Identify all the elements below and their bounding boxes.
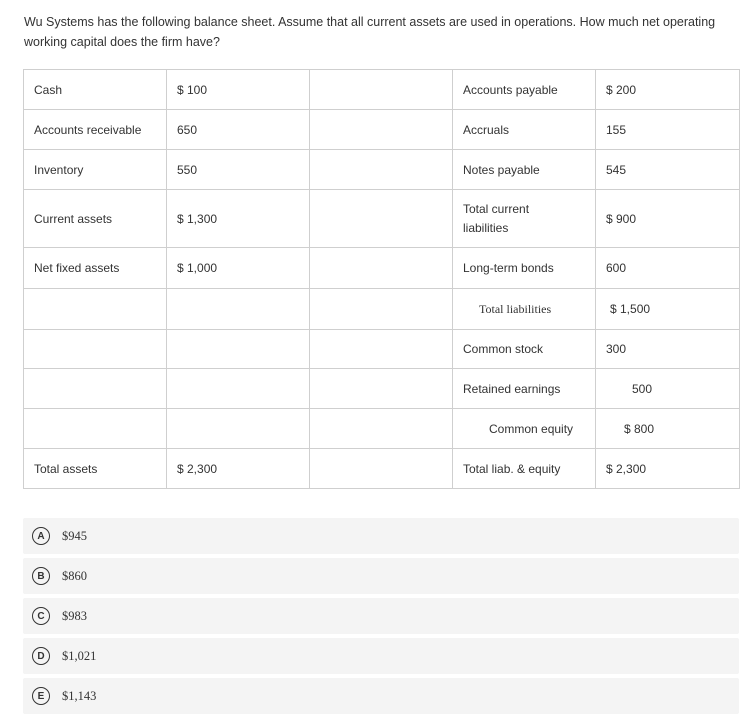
table-cell: Total liabilities <box>453 289 596 330</box>
table-cell: Inventory <box>24 150 167 190</box>
table-cell <box>24 409 167 449</box>
option-letter-badge: E <box>32 687 50 705</box>
option-c[interactable] <box>23 598 739 634</box>
table-cell: $ 800 <box>596 409 740 449</box>
table-cell <box>167 289 310 330</box>
table-cell: $ 100 <box>167 70 310 110</box>
table-row <box>24 190 740 248</box>
table-row <box>24 289 740 330</box>
table-cell <box>310 409 453 449</box>
table-cell: 545 <box>596 150 740 190</box>
table-row <box>24 369 740 409</box>
option-value: $945 <box>62 528 87 543</box>
table-cell <box>310 70 453 110</box>
table-cell <box>310 248 453 289</box>
table-cell: Retained earnings <box>453 369 596 409</box>
option-value: $860 <box>62 568 87 583</box>
table-cell: Common equity <box>453 409 596 449</box>
table-row <box>24 70 740 110</box>
table-cell: $ 900 <box>596 190 740 248</box>
table-cell: $ 1,300 <box>167 190 310 248</box>
table-cell <box>24 289 167 330</box>
table-cell: Current assets <box>24 190 167 248</box>
table-cell <box>310 449 453 489</box>
table-cell <box>310 369 453 409</box>
table-cell: $ 2,300 <box>596 449 740 489</box>
table-cell: Total assets <box>24 449 167 489</box>
total-current-liabilities-label <box>463 200 585 238</box>
table-cell: Accounts receivable <box>24 110 167 150</box>
table-cell <box>453 190 596 248</box>
table-row <box>24 409 740 449</box>
table-row <box>24 330 740 369</box>
table-cell: $ 200 <box>596 70 740 110</box>
table-cell: Long-term bonds <box>453 248 596 289</box>
table-cell: 155 <box>596 110 740 150</box>
table-cell: $ 1,500 <box>596 289 740 330</box>
table-row <box>24 248 740 289</box>
table-cell: Net fixed assets <box>24 248 167 289</box>
table-cell <box>24 330 167 369</box>
table-cell <box>310 330 453 369</box>
table-cell <box>24 369 167 409</box>
cell-text: Total current liabilities <box>463 201 530 235</box>
table-row <box>24 110 740 150</box>
table-cell: 300 <box>596 330 740 369</box>
table-cell: Accruals <box>453 110 596 150</box>
table-cell: Accounts payable <box>453 70 596 110</box>
table-cell <box>167 409 310 449</box>
balance-sheet-table <box>23 69 740 489</box>
table-cell: $ 2,300 <box>167 449 310 489</box>
option-letter-badge: B <box>32 567 50 585</box>
table-cell: 500 <box>596 369 740 409</box>
option-a[interactable] <box>23 518 739 554</box>
table-cell <box>167 330 310 369</box>
table-cell <box>310 110 453 150</box>
table-cell <box>167 369 310 409</box>
option-value: $983 <box>62 608 87 623</box>
option-letter-badge: C <box>32 607 50 625</box>
option-value: $1,143 <box>62 688 97 703</box>
table-cell: Notes payable <box>453 150 596 190</box>
table-cell: $ 1,000 <box>167 248 310 289</box>
table-cell: Cash <box>24 70 167 110</box>
table-cell: Total liab. & equity <box>453 449 596 489</box>
table-cell: 650 <box>167 110 310 150</box>
table-cell: 550 <box>167 150 310 190</box>
table-cell <box>310 190 453 248</box>
question-text: Wu Systems has the following balance sheet. Assume that all current assets are used in operations. How much net operating working capital does the firm have? <box>24 15 716 49</box>
option-d[interactable] <box>23 638 739 674</box>
option-letter-badge: A <box>32 527 50 545</box>
option-e[interactable] <box>23 678 739 714</box>
table-cell: Common stock <box>453 330 596 369</box>
table-cell: 600 <box>596 248 740 289</box>
answer-options <box>23 518 739 718</box>
option-value: $1,021 <box>62 648 97 663</box>
option-letter-badge: D <box>32 647 50 665</box>
table-cell <box>310 289 453 330</box>
option-b[interactable] <box>23 558 739 594</box>
table-row <box>24 449 740 489</box>
table-row <box>24 150 740 190</box>
table-cell <box>310 150 453 190</box>
